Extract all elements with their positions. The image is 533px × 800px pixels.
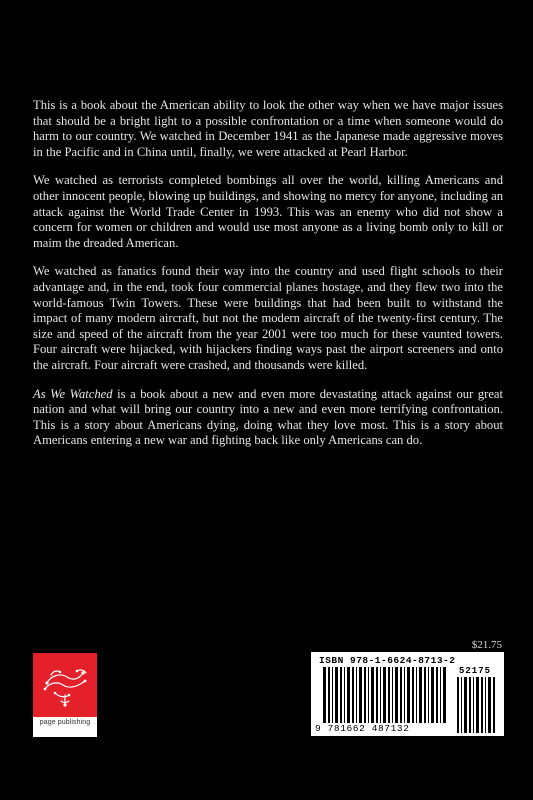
barcode-bar xyxy=(428,667,429,723)
isbn-barcode xyxy=(311,652,504,736)
barcode-bar xyxy=(359,667,362,723)
barcode-bar xyxy=(344,667,345,723)
barcode-bar xyxy=(464,677,467,733)
barcode-bar xyxy=(412,667,414,723)
barcode-bar xyxy=(352,667,354,723)
barcode-bar xyxy=(340,667,342,723)
price-label: $21.75 xyxy=(471,639,502,651)
barcode-bar xyxy=(473,677,474,733)
barcode-bar xyxy=(493,677,495,733)
back-cover-blurb xyxy=(33,98,503,462)
barcode-bar xyxy=(368,667,369,723)
barcode-bar xyxy=(476,677,479,733)
barcode-bar xyxy=(419,667,422,723)
barcode-bar xyxy=(347,667,350,723)
barcode-bar xyxy=(404,667,405,723)
barcode-bar xyxy=(371,667,374,723)
swirl-icon xyxy=(33,653,97,717)
barcode-bar xyxy=(383,667,386,723)
price-addon-code: 52175 xyxy=(459,666,492,676)
barcode-bar xyxy=(388,667,390,723)
barcode-bar xyxy=(461,677,462,733)
barcode-bar xyxy=(332,667,333,723)
barcode-bar xyxy=(488,677,491,733)
barcode-bar xyxy=(380,667,381,723)
barcode-bar xyxy=(392,667,393,723)
blurb-paragraph-4-text: is a book about a new and even more devastating attack against our great nation and what will bring our country into a new and even more terrifying confrontation. This is a story about Americans dying, doing what they love most. This is a story about Americans entering a new war and fighting back like only Americans can do. xyxy=(33,386,504,448)
barcode-bar xyxy=(424,667,426,723)
barcode-bar xyxy=(485,677,486,733)
barcode-bar xyxy=(416,667,417,723)
blurb-paragraph-3: We watched as fanatics found their way into the country and used flight schools to their advantage and, in the end, took four commercial planes hostage, and they flew two into the world-famous Twin Towers. These were buildings that had been built to withstand the impact of many modern aircraft, but not the modern aircraft of the twenty-first century. The size and speed of the aircraft from the year 2001 were too much for these vaunted towers. Four aircraft were hijacked, with hijackers finding ways past the airport screeners and onto the aircraft. Four aircraft were crashed, and thousands were killed. xyxy=(33,264,503,372)
barcode-bar xyxy=(407,667,410,723)
barcode-bar xyxy=(481,677,483,733)
barcode-bar xyxy=(335,667,338,723)
barcode-bar xyxy=(431,667,434,723)
barcode-bar xyxy=(356,667,357,723)
publisher-name: page publishing xyxy=(39,719,91,726)
blurb-paragraph-2: We watched as terrorists completed bombings all over the world, killing Americans and other innocent people, blowing up buildings, and showing no mercy for anyone, including an attack against the World Trade Center in 1993. This was an enemy who did not show a concern for women or children and would use most anyone as a living bomb only to kill or maim the dreaded American. xyxy=(33,173,503,250)
barcode-bar xyxy=(457,677,459,733)
isbn-number: ISBN 978-1-6624-8713-2 xyxy=(319,655,456,666)
barcode-bar xyxy=(436,667,438,723)
blurb-paragraph-1: This is a book about the American ability to look the other way when we have major issues that should be a bright light to a possible confrontation or a time when someone would do harm to our country. We watched in December 1941 as the Japanese made aggressive moves in the Pacific and in China until, finally, we were attacked at Pearl Harbor. xyxy=(33,98,503,159)
barcode-bar xyxy=(400,667,402,723)
barcode-bar xyxy=(443,667,446,723)
book-title: As We Watched xyxy=(33,386,113,401)
barcode-bar xyxy=(440,667,441,723)
barcode-bar xyxy=(376,667,378,723)
blurb-paragraph-4 xyxy=(33,387,503,449)
publisher-logo xyxy=(33,653,97,737)
barcode-bar xyxy=(364,667,366,723)
ean-number: 9 781662 487132 xyxy=(315,723,410,734)
barcode-bar xyxy=(395,667,398,723)
barcode-bar xyxy=(469,677,471,733)
publisher-logo-mark xyxy=(33,653,97,717)
barcode-bar xyxy=(328,667,330,723)
barcode-bar xyxy=(323,667,326,723)
